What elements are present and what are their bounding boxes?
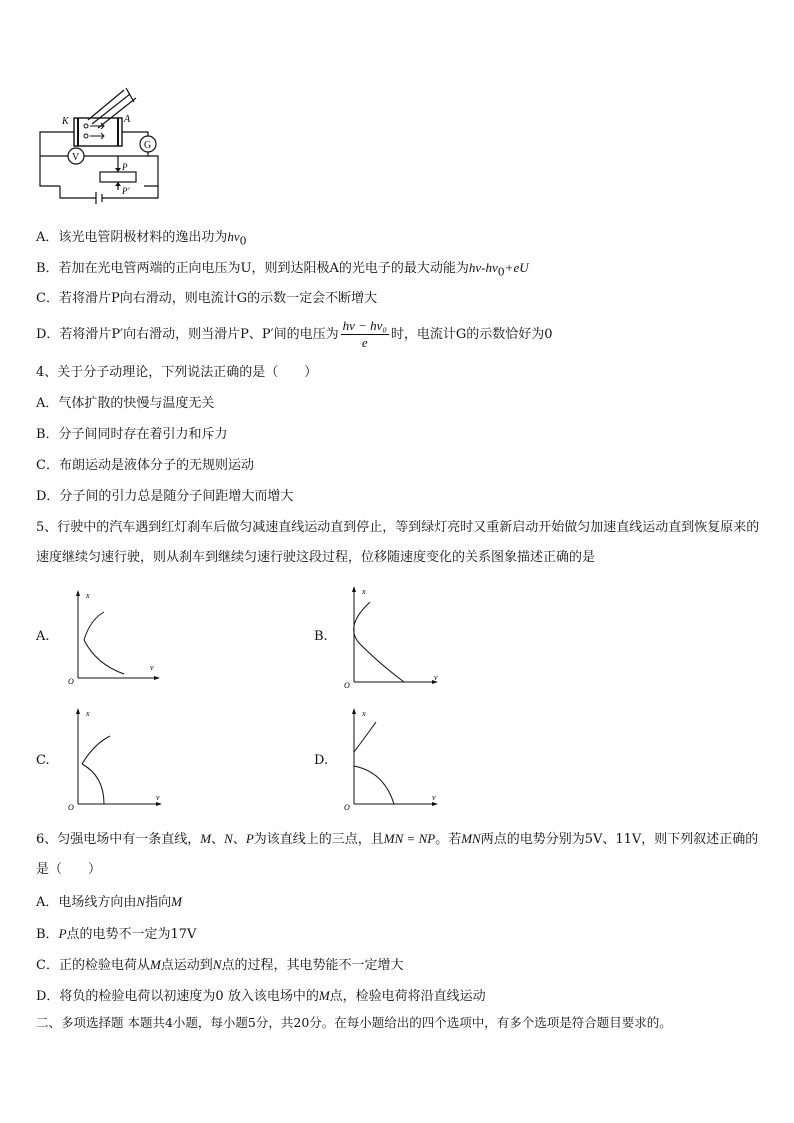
numerator: hν − hν₀ [342,318,387,333]
formula: hν [227,229,240,244]
q5-stem: 5、行驶中的汽车遇到红灯刹车后做匀减速直线运动直到停止，等到绿灯亮时又重新启动开始做匀加速直线运动直到恢复原来的速度继续匀速行驶，则从刹车到继续匀速行驶这段过程，位移随速度变化的关系图象描述正确的是 [36,520,760,565]
x-axis-label: v [156,793,160,802]
curve-lower [354,766,394,804]
var-m: M [200,831,212,846]
var-m: M [318,988,330,1003]
formula: +eU [504,260,529,275]
q5-graph-a [66,588,166,688]
curve-lower [84,640,124,674]
q6-option-b: B．P点的电势不一定为17V [36,926,197,942]
q5-graph-d [340,706,444,812]
q6-option-d: D．将负的检验电荷以初速度为0 放入该电场中的M点，检验电荷将沿直线运动 [36,988,486,1004]
q6-option-c: C．正的检验电荷从M点运动到N点的过程，其电势能不一定增大 [36,957,404,973]
var-n: N [212,957,222,972]
y-axis-arrow [76,708,80,714]
subscript: 0 [239,234,247,248]
q5-graph-a-label: A. [36,629,50,644]
origin-label: O [68,677,74,686]
q5-graph-c [64,706,168,812]
curve [354,602,404,682]
y-axis-label: x [86,709,90,718]
var-n: N [136,894,146,909]
var-mn: MN [461,831,481,846]
q6-stem: 6、匀强电场中有一条直线，M、N、P为该直线上的三点，且MN = NP。若MN两点的电势分别为5V、11V，则下列叙述正确的是（ ） [36,831,759,877]
photoelectric-circuit-diagram [30,80,180,220]
y-axis-arrow [352,708,356,714]
curve-upper [82,736,110,764]
var-p: P [58,926,67,941]
photo-tube [74,118,122,146]
var-n: N [224,831,233,846]
var-m: M [171,894,182,909]
relation: MN = NP [383,831,436,846]
x-axis-arrow [156,802,162,806]
section-2-heading: 二、多项选择题 本题共4小题，每小题5分，共20分。在每小题给出的四个选项中，有多个选项是符合题目要求的。 [36,1015,672,1030]
var-p: P [245,831,254,846]
q5-graph-b [340,584,444,690]
q5-graph-d-label: D. [314,753,329,768]
rheostat [100,172,136,182]
y-axis-label: x [86,591,90,600]
q6-option-a: A．电场线方向由N指向M [36,894,182,910]
x-axis-arrow [154,676,160,680]
q3-option-b: B．若加在光电管两端的正向电压为U，则到达阳极A的光电子的最大动能为$h\nu-h\nu_0+eU$ [36,260,529,279]
denominator: e [361,335,368,350]
curve-upper [354,722,376,752]
var-m: M [149,957,161,972]
q4-option-b: B．分子间同时存在着引力和斥力 [36,427,228,442]
label-k: K [62,116,69,127]
label-p-prime: P′ [122,186,130,196]
label-g: G [144,140,152,151]
q3-option-c: C．若将滑片P向右滑动，则电流计G的示数一定会不断增大 [36,291,378,306]
y-axis-label: x [362,709,366,718]
q4-option-d: D．分子间的引力总是随分子间距增大而增大 [36,489,294,504]
x-axis-label: v [434,673,438,682]
slider-p-prime [115,182,121,186]
curve-upper [84,612,104,640]
q3-option-d: D．若将滑片P′向右滑动，则当滑片P、P′间的电压为 $\frac{\text{hν − hν₀}}{e}$ 时，电流计G的示数恰好为0 [36,318,553,350]
origin-label: O [68,803,74,812]
q3-option-a: A．该光电管阴极材料的逸出功为$h\nu_0$ [36,229,247,248]
x-axis-label: v [150,663,154,672]
fraction [341,318,389,351]
y-axis-label: x [362,587,366,596]
q5-graph-c-label: C. [36,753,50,768]
q5-graph-b-label: B. [314,629,328,644]
formula: hν-hν [468,260,498,275]
y-axis-arrow [352,586,356,592]
label-a: A [124,114,131,125]
origin-label: O [344,803,350,812]
q4-option-c: C．布朗运动是液体分子的无规则运动 [36,458,254,473]
curve-lower [82,764,104,804]
label-p: P [122,162,128,172]
x-axis-arrow [432,802,438,806]
x-axis-label: v [432,793,436,802]
q4-stem: 4、关于分子动理论，下列说法正确的是（ ） [36,365,318,380]
slider-p [115,168,121,172]
q4-option-a: A．气体扩散的快慢与温度无关 [36,396,215,411]
y-axis-arrow [76,590,80,596]
subscript: 0 [497,265,505,279]
label-v: V [72,152,80,163]
origin-label: O [344,681,350,690]
